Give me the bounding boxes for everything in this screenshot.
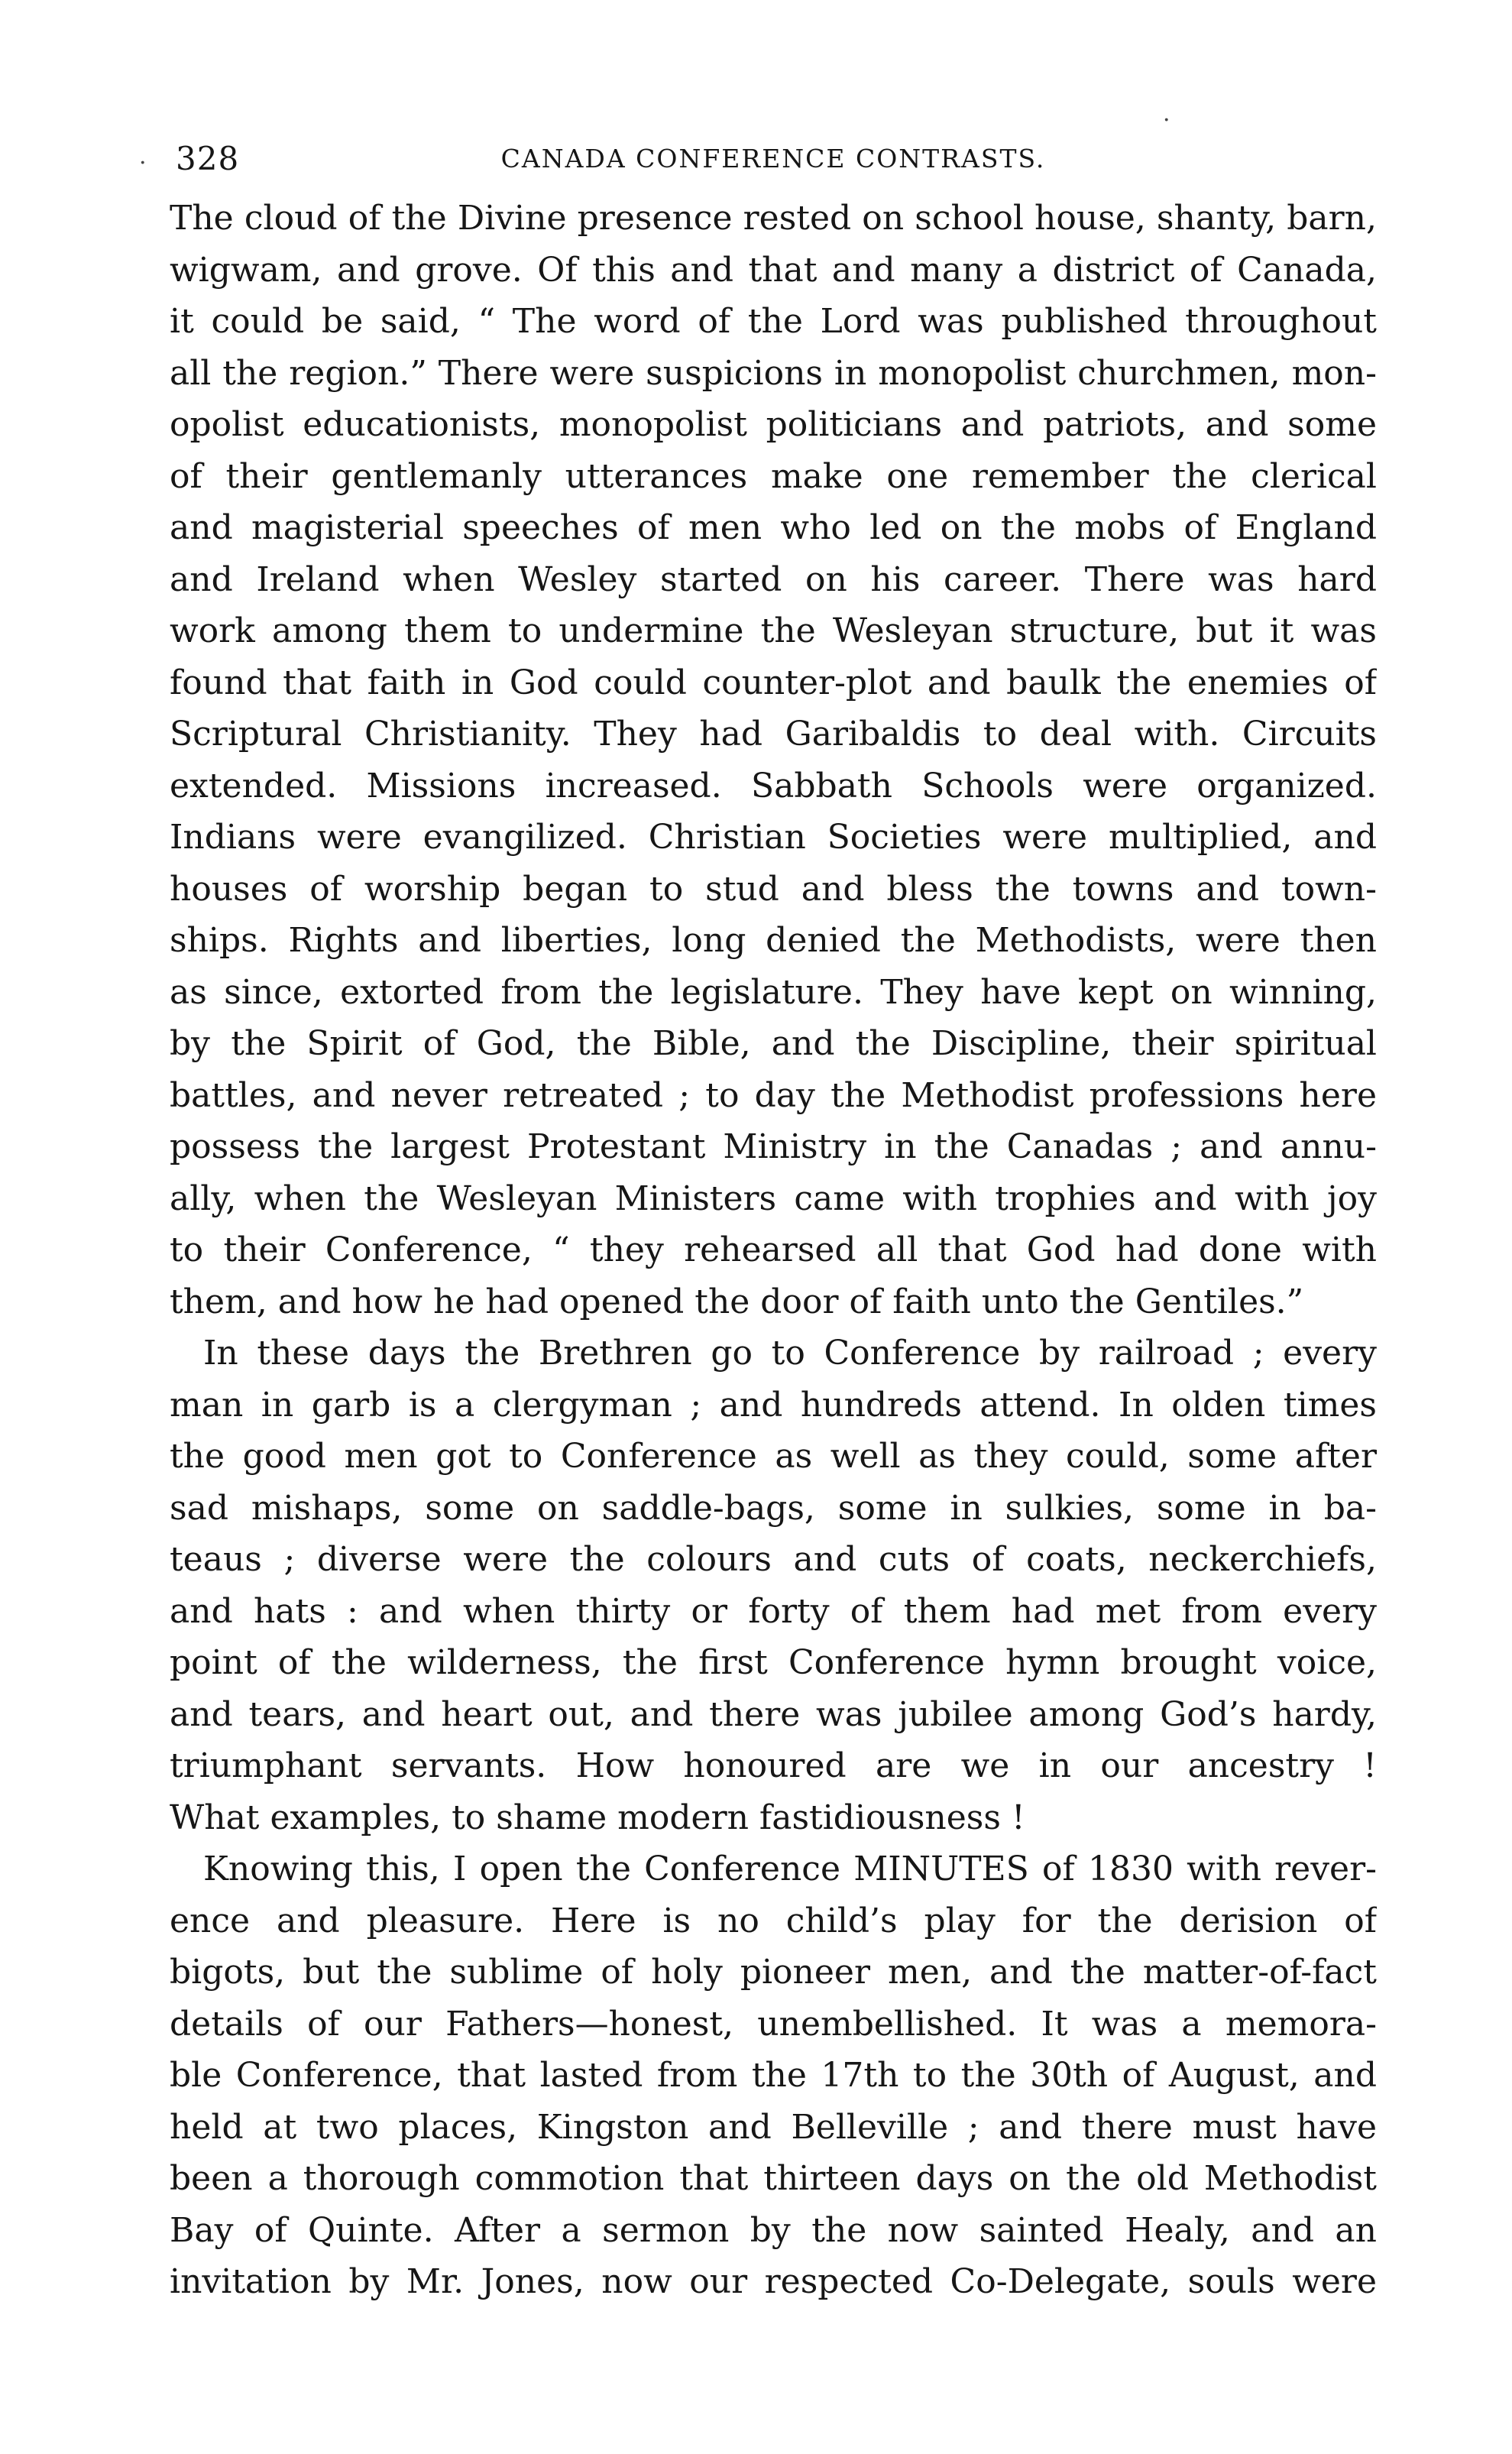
text-line: In these days the Brethren go to Conference by railroad ; every — [203, 1334, 1377, 1373]
text-line: Knowing this, I open the Conference MINUTES of 1830 with rever- — [203, 1849, 1377, 1888]
text-line: bigots, but the sublime of holy pioneer men, and the matter-of-fact — [170, 1953, 1377, 1992]
running-head: CANADA CONFERENCE CONTRASTS. — [500, 144, 1046, 173]
page-number: 328 — [176, 140, 240, 177]
text-line: Bay of Quinte. After a sermon by the now sainted Healy, and an — [170, 2210, 1377, 2250]
text-line: wigwam, and grove. Of this and that and many a district of Canada, — [170, 250, 1377, 290]
text-line: all the region.” There were suspicions in monopolist churchmen, mon- — [170, 353, 1377, 393]
text-line: ships. Rights and liberties, long denied the Methodists, were then — [170, 921, 1377, 960]
text-line: Scriptural Christianity. They had Garibaldis to deal with. Circuits — [170, 715, 1377, 754]
text-line: houses of worship began to stud and bless the towns and town- — [170, 869, 1377, 909]
text-line: work among them to undermine the Wesleyan structure, but it was — [170, 611, 1377, 650]
text-line: triumphant servants. How honoured are we in our ancestry ! — [170, 1746, 1377, 1785]
text-line: them, and how he had opened the door of faith unto the Gentiles.” — [170, 1282, 1304, 1321]
text-line: been a thorough commotion that thirteen days on the old Methodist — [170, 2159, 1377, 2198]
text-line: to their Conference, “ they rehearsed all that God had done with — [170, 1230, 1377, 1269]
body-text — [170, 193, 1377, 2308]
text-line: man in garb is a clergyman ; and hundreds attend. In olden times — [170, 1385, 1377, 1425]
text-line: details of our Fathers—honest, unembellished. It was a memora- — [170, 2004, 1377, 2044]
text-line: opolist educationists, monopolist politicians and patriots, and some — [170, 405, 1377, 444]
text-line: What examples, to shame modern fastidiousness ! — [170, 1798, 1025, 1837]
text-line: battles, and never retreated ; to day the Methodist professions here — [170, 1075, 1377, 1115]
text-line: sad mishaps, some on saddle-bags, some in sulkies, some in ba- — [170, 1488, 1377, 1528]
print-speck: · — [1163, 107, 1170, 134]
text-line: invitation by Mr. Jones, now our respected Co-Delegate, souls were — [170, 2262, 1377, 2301]
print-speck: · — [139, 150, 147, 177]
text-line: of their gentlemanly utterances make one remember the clerical — [170, 456, 1377, 496]
text-line: and hats : and when thirty or forty of them had met from every — [170, 1591, 1377, 1631]
text-line: it could be said, “ The word of the Lord was published throughout — [170, 302, 1377, 341]
text-line: ence and pleasure. Here is no child’s play for the derision of — [170, 1901, 1377, 1940]
text-line: extended. Missions increased. Sabbath Schools were organized. — [170, 766, 1377, 806]
text-line: teaus ; diverse were the colours and cuts of coats, neckerchiefs, — [170, 1540, 1377, 1579]
text-line: Indians were evangilized. Christian Societies were multiplied, and — [170, 818, 1377, 857]
text-line: and tears, and heart out, and there was jubilee among God’s hardy, — [170, 1694, 1377, 1734]
text-line: the good men got to Conference as well as they could, some after — [170, 1437, 1377, 1476]
text-line: found that faith in God could counter-plot and baulk the enemies of — [170, 663, 1377, 702]
text-line: by the Spirit of God, the Bible, and the Discipline, their spiritual — [170, 1024, 1377, 1063]
text-line: ally, when the Wesleyan Ministers came with trophies and with joy — [170, 1178, 1377, 1218]
text-line: held at two places, Kingston and Belleville ; and there must have — [170, 2107, 1377, 2147]
text-line: possess the largest Protestant Ministry in the Canadas ; and annu- — [170, 1127, 1377, 1166]
text-line: The cloud of the Divine presence rested on school house, shanty, barn, — [170, 199, 1377, 238]
text-line: and Ireland when Wesley started on his career. There was hard — [170, 559, 1377, 599]
text-line: as since, extorted from the legislature. They have kept on winning, — [170, 972, 1377, 1012]
text-line: point of the wilderness, the first Conference hymn brought voice, — [170, 1643, 1377, 1682]
page-header — [170, 136, 1377, 182]
text-line: and magisterial speeches of men who led on the mobs of England — [170, 508, 1377, 547]
text-line: ble Conference, that lasted from the 17th to the 30th of August, and — [170, 2056, 1377, 2095]
